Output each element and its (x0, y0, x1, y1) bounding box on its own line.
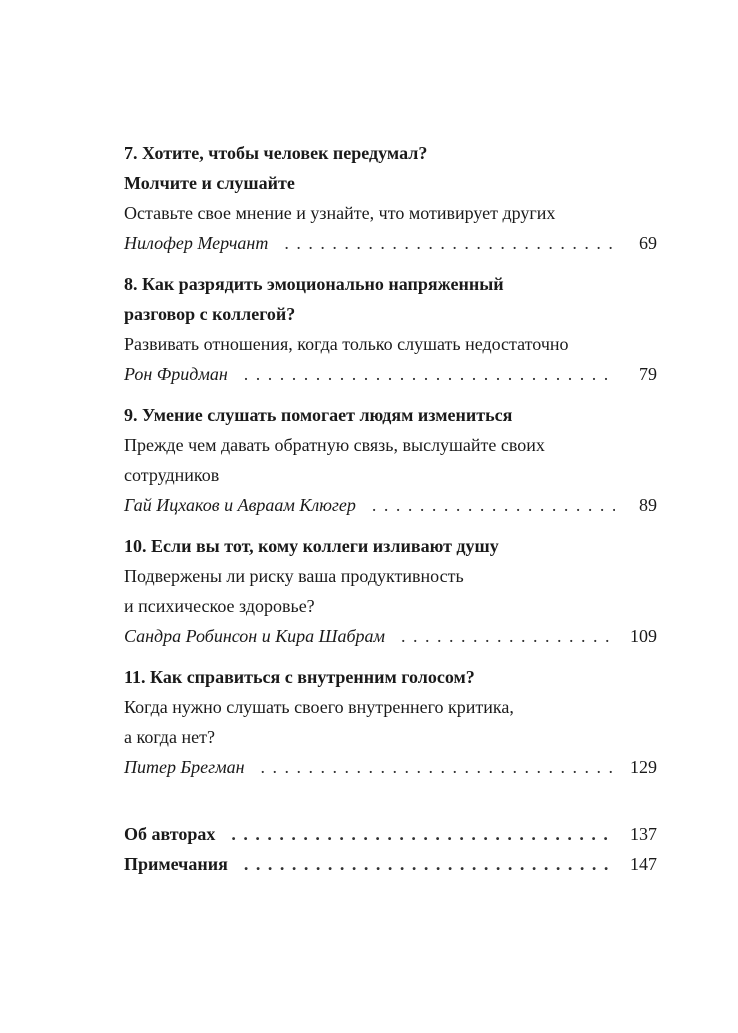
chapter-title-line: Молчите и слушайте (124, 173, 295, 193)
toc-entry-9 (124, 400, 657, 520)
dot-leader (231, 819, 615, 849)
chapter-subtitle-line: а когда нет? (124, 727, 215, 747)
chapter-subtitle-line: Когда нужно слушать своего внутреннего критика, (124, 697, 514, 717)
dot-leader (284, 228, 615, 258)
dot-leader (401, 621, 615, 651)
chapter-subtitle-line: Развивать отношения, когда только слушать недостаточно (124, 334, 569, 354)
back-matter-notes (124, 849, 657, 879)
toc-entry-8 (124, 269, 657, 389)
page-number: 129 (630, 757, 657, 777)
chapter-subtitle-line: Прежде чем давать обратную связь, выслушайте своих (124, 435, 545, 455)
chapter-title-line: 7. Хотите, чтобы человек передумал? (124, 143, 428, 163)
chapter-subtitle-line: и психическое здоровье? (124, 596, 315, 616)
page-number: 89 (639, 495, 657, 515)
author-line (124, 359, 657, 389)
chapter-author: Нилофер Мерчант (124, 233, 269, 253)
chapter-subtitle-line: Подвержены ли риску ваша продуктивность (124, 566, 464, 586)
back-matter-label: Об авторах (124, 824, 216, 844)
chapter-title-line: 11. Как справиться с внутренним голосом? (124, 667, 475, 687)
author-line (124, 490, 657, 520)
back-matter-about-authors (124, 819, 657, 849)
page-number: 79 (639, 364, 657, 384)
chapter-author: Гай Ицхаков и Авраам Клюгер (124, 495, 356, 515)
page-number: 69 (639, 233, 657, 253)
chapter-author: Рон Фридман (124, 364, 228, 384)
author-line (124, 752, 657, 782)
chapter-author: Сандра Робинсон и Кира Шабрам (124, 626, 385, 646)
dot-leader (372, 490, 615, 520)
chapter-subtitle-line: сотрудников (124, 465, 220, 485)
page-number: 137 (630, 824, 657, 844)
back-matter-label: Примечания (124, 854, 228, 874)
author-line (124, 621, 657, 651)
toc-entry-7 (124, 138, 657, 258)
back-matter (124, 819, 657, 879)
table-of-contents (124, 138, 657, 879)
toc-entry-11 (124, 662, 657, 782)
page-number: 147 (630, 854, 657, 874)
page-number: 109 (630, 626, 657, 646)
chapter-title-line: 9. Умение слушать помогает людям измениться (124, 405, 513, 425)
dot-leader (244, 359, 615, 389)
chapter-subtitle-line: Оставьте свое мнение и узнайте, что мотивирует других (124, 203, 556, 223)
dot-leader (244, 849, 615, 879)
toc-entry-10 (124, 531, 657, 651)
dot-leader (261, 752, 615, 782)
chapter-title-line: разговор с коллегой? (124, 304, 296, 324)
author-line (124, 228, 657, 258)
chapter-title-line: 10. Если вы тот, кому коллеги изливают душу (124, 536, 499, 556)
chapter-author: Питер Брегман (124, 757, 245, 777)
chapter-title-line: 8. Как разрядить эмоционально напряженный (124, 274, 504, 294)
